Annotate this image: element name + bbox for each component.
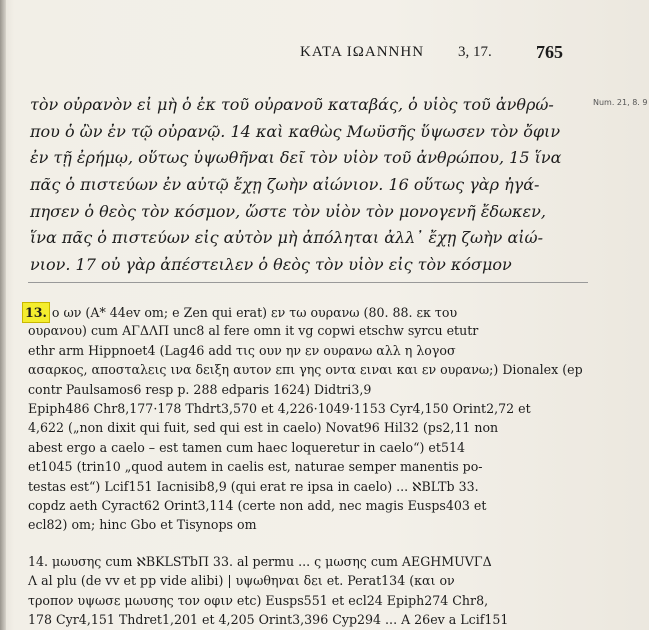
apparatus-line: 4,622 („non dixit qui fuit, sed qui est in caelo) Novat96 Hil32 (ps2,11 non [28,420,499,436]
critical-apparatus-14 [28,552,588,630]
apparatus-line [25,302,588,321]
page-number: 765 [536,42,563,62]
apparatus-line: 178 Cyr4,151 Thdret1,201 et 4,205 Orint3,396 Cyp294 ... Α 26ev a Lcif151 [28,612,509,628]
main-text-line: πησεν ὁ θεὸς τὸν κόσμον, ὥστε τὸν υἱὸν τὸν μονογενῆ ἔδωκεν, [30,201,546,221]
apparatus-divider [28,282,588,283]
main-text-line: που ὁ ὢν ἐν τῷ οὐρανῷ. 14 καὶ καθὼς Μωϋσῆς ὕψωσεν τὸν ὄφιν [30,121,561,141]
apparatus-line-text: ο ων (Α* 44ev om; e Zen qui erat) εν τω ουρανω (80. 88. εκ του [51,305,458,320]
apparatus-line: abest ergo a caelo – est tamen cum haec loqueretur in caelo“) et514 [28,439,465,455]
apparatus-line: Λ al plu (de vv et pp vide alibi) | υψωθηναι δει et. Perat134 (και ον [28,573,455,589]
apparatus-line: Epiph486 Chr8,177·178 Thdrt3,570 et 4,226·1049·1153 Cyr4,150 Orint2,72 et [28,400,531,416]
apparatus-line: testas est“) Lcif151 Iacnisib8,9 (qui erat re ipsa in caelo) ... ℵBLTb 33. [28,478,479,494]
main-text-line: ἐν τῇ ἐρήμῳ, οὕτως ὑψωθῆναι δεῖ τὸν υἱὸν τοῦ ἀνθρώπου, 15 ἵνα [30,148,562,168]
apparatus-line: ουρανου) cum ΑΓΔΛΠ unc8 al fere omn it vg copwi etschw syrcu etutr [28,323,479,339]
main-text-line: ἵνα πᾶς ὁ πιστεύων εἰς αὐτὸν μὴ ἀπόληται ἀλλ᾽ ἔχῃ ζωὴν αἰώ- [30,228,543,248]
highlighted-verse-marker[interactable]: 13. [22,302,50,323]
running-title: ΚΑΤΑ ΙΩΑΝΝΗΝ [300,44,425,60]
apparatus-line: τροπον υψωσε μωυσης τον οφιν etc) Eusps551 et ecl24 Epiph274 Chr8, [28,592,489,608]
apparatus-line: copdz aeth Cyract62 Orint3,114 (certe non add, nec magis Eusps403 et [28,497,487,513]
running-header [0,44,649,66]
apparatus-line: ethr arm Hippnoet4 (Lag46 add τις ουν ην εν ουρανω αλλ η λογοσ [28,342,456,358]
apparatus-line: 14. μωυσης cum ℵBKLSTbΠ 33. al permu ... ς μωσης cum ΑΕGHMUVΓΔ [28,554,492,569]
critical-apparatus-13 [25,302,588,535]
main-text-line: τὸν οὐρανὸν εἰ μὴ ὁ ἐκ τοῦ οὐρανοῦ καταβάς, ὁ υἱὸς τοῦ ἀνθρώ- [30,95,554,114]
main-text-line: πᾶς ὁ πιστεύων ἐν αὐτῷ ἔχῃ ζωὴν αἰώνιον. 16 οὕτως γὰρ ἠγά- [30,175,540,195]
main-text-line: νιον. 17 οὐ γὰρ ἀπέστειλεν ὁ θεὸς τὸν υἱὸν εἰς τὸν κόσμον [30,255,512,275]
apparatus-line: ασαρκος, αποσταλεις ινα δειξη αυτον επι γης οντα ειναι και εν ουρανω;) Dionalex (ep contr Paulsamos6 resp p. 288 edparis 1624) Didtri3,9 [28,362,583,397]
margin-cross-reference: Num. 21, 8. 9 [593,98,648,107]
main-greek-text [30,92,575,279]
binding-shadow [0,0,6,630]
apparatus-line: et1045 (trin10 „quod autem in caelis est, naturae semper manentis po- [28,459,483,475]
chapter-verse-reference: 3, 17. [458,44,492,60]
apparatus-line: ecl82) om; hinc Gbo et Tisynops om [28,517,257,533]
